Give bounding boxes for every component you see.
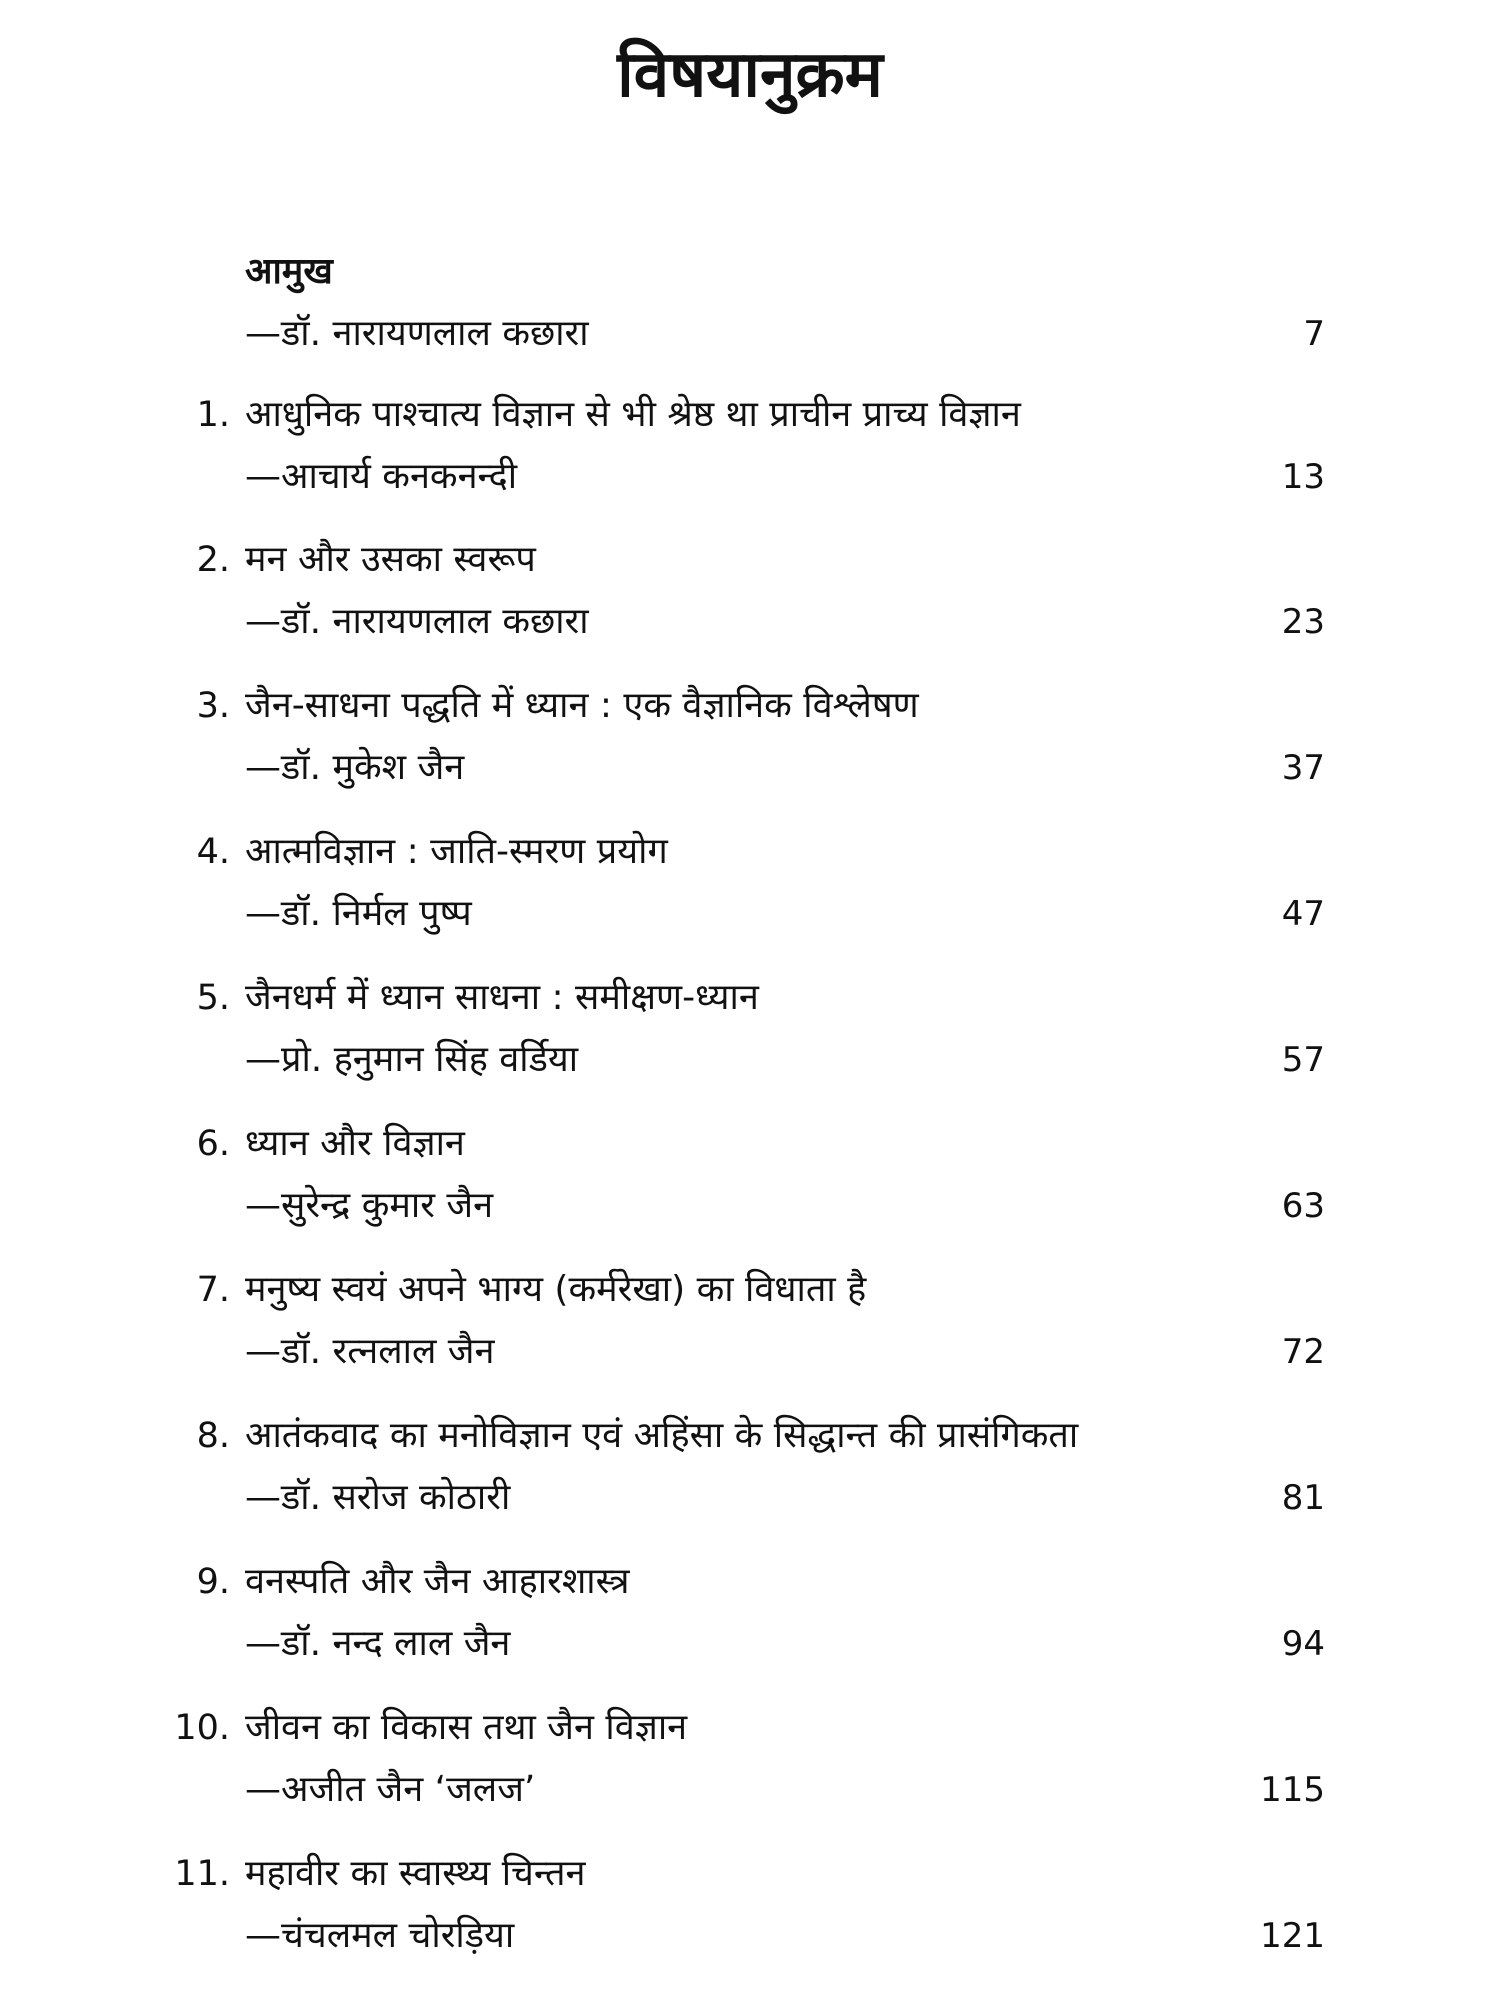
entry-page-number: 94 xyxy=(1281,1624,1325,1664)
toc-entry-3 xyxy=(0,676,1500,806)
entry-author: —प्रो. हनुमान सिंह वर्डिया xyxy=(245,1039,579,1080)
toc-entry-8 xyxy=(0,1406,1500,1536)
entry-page-number: 81 xyxy=(1281,1478,1325,1518)
entry-title: महावीर का स्वास्थ्य चिन्तन xyxy=(245,1853,586,1894)
entry-title: वनस्पति और जैन आहारशास्त्र xyxy=(245,1561,630,1602)
entry-author: —चंचलमल चोरड़िया xyxy=(245,1915,515,1956)
entry-number: 1. xyxy=(196,395,230,435)
entry-title: आतंकवाद का मनोविज्ञान एवं अहिंसा के सिद्धान्त की प्रासंगिकता xyxy=(245,1415,1079,1456)
entry-page-number: 72 xyxy=(1281,1332,1325,1372)
entry-number: 2. xyxy=(196,540,230,580)
toc-entry-5 xyxy=(0,968,1500,1098)
entry-author: —डॉ. मुकेश जैन xyxy=(245,747,465,788)
toc-entry-7 xyxy=(0,1260,1500,1390)
entry-author: —डॉ. नारायणलाल कछारा xyxy=(245,313,589,354)
toc-entry-6 xyxy=(0,1114,1500,1244)
entry-page-number: 13 xyxy=(1281,457,1325,497)
entry-title: आधुनिक पाश्चात्य विज्ञान से भी श्रेष्ठ था प्राचीन प्राच्य विज्ञान xyxy=(245,394,1021,435)
entry-number: 5. xyxy=(196,978,230,1018)
entry-author: —अजीत जैन ‘जलज’ xyxy=(245,1769,536,1810)
entry-title: जीवन का विकास तथा जैन विज्ञान xyxy=(245,1707,688,1748)
entry-number: 9. xyxy=(196,1562,230,1602)
entry-number: 6. xyxy=(196,1124,230,1164)
entry-page-number: 47 xyxy=(1281,894,1325,934)
entry-title: मनुष्य स्वयं अपने भाग्य (कर्मरेखा) का विधाता है xyxy=(245,1269,867,1310)
entry-number: 3. xyxy=(196,686,230,726)
entry-number: 10. xyxy=(174,1708,230,1748)
entry-page-number: 57 xyxy=(1281,1040,1325,1080)
entry-title: ध्यान और विज्ञान xyxy=(245,1123,465,1164)
entry-page-number: 121 xyxy=(1260,1916,1325,1956)
entry-number: 4. xyxy=(196,832,230,872)
entry-author: —डॉ. नारायणलाल कछारा xyxy=(245,601,589,642)
toc-entry-foreword xyxy=(0,242,1500,372)
entry-title: आमुख xyxy=(245,251,333,292)
entry-author: —डॉ. रत्नलाल जैन xyxy=(245,1331,495,1372)
entry-author: —सुरेन्द्र कुमार जैन xyxy=(245,1185,494,1226)
entry-number: 8. xyxy=(196,1416,230,1456)
entry-page-number: 115 xyxy=(1260,1770,1325,1810)
entry-page-number: 37 xyxy=(1281,748,1325,788)
entry-title: जैनधर्म में ध्यान साधना : समीक्षण-ध्यान xyxy=(245,977,759,1018)
entry-number: 11. xyxy=(174,1854,230,1894)
toc-entry-10 xyxy=(0,1698,1500,1828)
toc-entry-1 xyxy=(0,385,1500,515)
page-title: विषयानुक्रम xyxy=(617,38,883,112)
toc-entry-4 xyxy=(0,822,1500,952)
toc-entry-2 xyxy=(0,530,1500,660)
entry-page-number: 63 xyxy=(1281,1186,1325,1226)
toc-entry-9 xyxy=(0,1552,1500,1682)
entry-author: —डॉ. नन्द लाल जैन xyxy=(245,1623,511,1664)
entry-title: आत्मविज्ञान : जाति-स्मरण प्रयोग xyxy=(245,831,668,872)
entry-title: मन और उसका स्वरूप xyxy=(245,539,536,580)
entry-page-number: 7 xyxy=(1303,314,1325,354)
entry-page-number: 23 xyxy=(1281,602,1325,642)
entry-number: 7. xyxy=(196,1270,230,1310)
entry-author: —आचार्य कनकनन्दी xyxy=(245,456,518,497)
entry-author: —डॉ. निर्मल पुष्प xyxy=(245,893,472,934)
entry-title: जैन-साधना पद्धति में ध्यान : एक वैज्ञानिक विश्लेषण xyxy=(245,685,919,726)
entry-author: —डॉ. सरोज कोठारी xyxy=(245,1477,511,1518)
toc-entry-11 xyxy=(0,1844,1500,1974)
